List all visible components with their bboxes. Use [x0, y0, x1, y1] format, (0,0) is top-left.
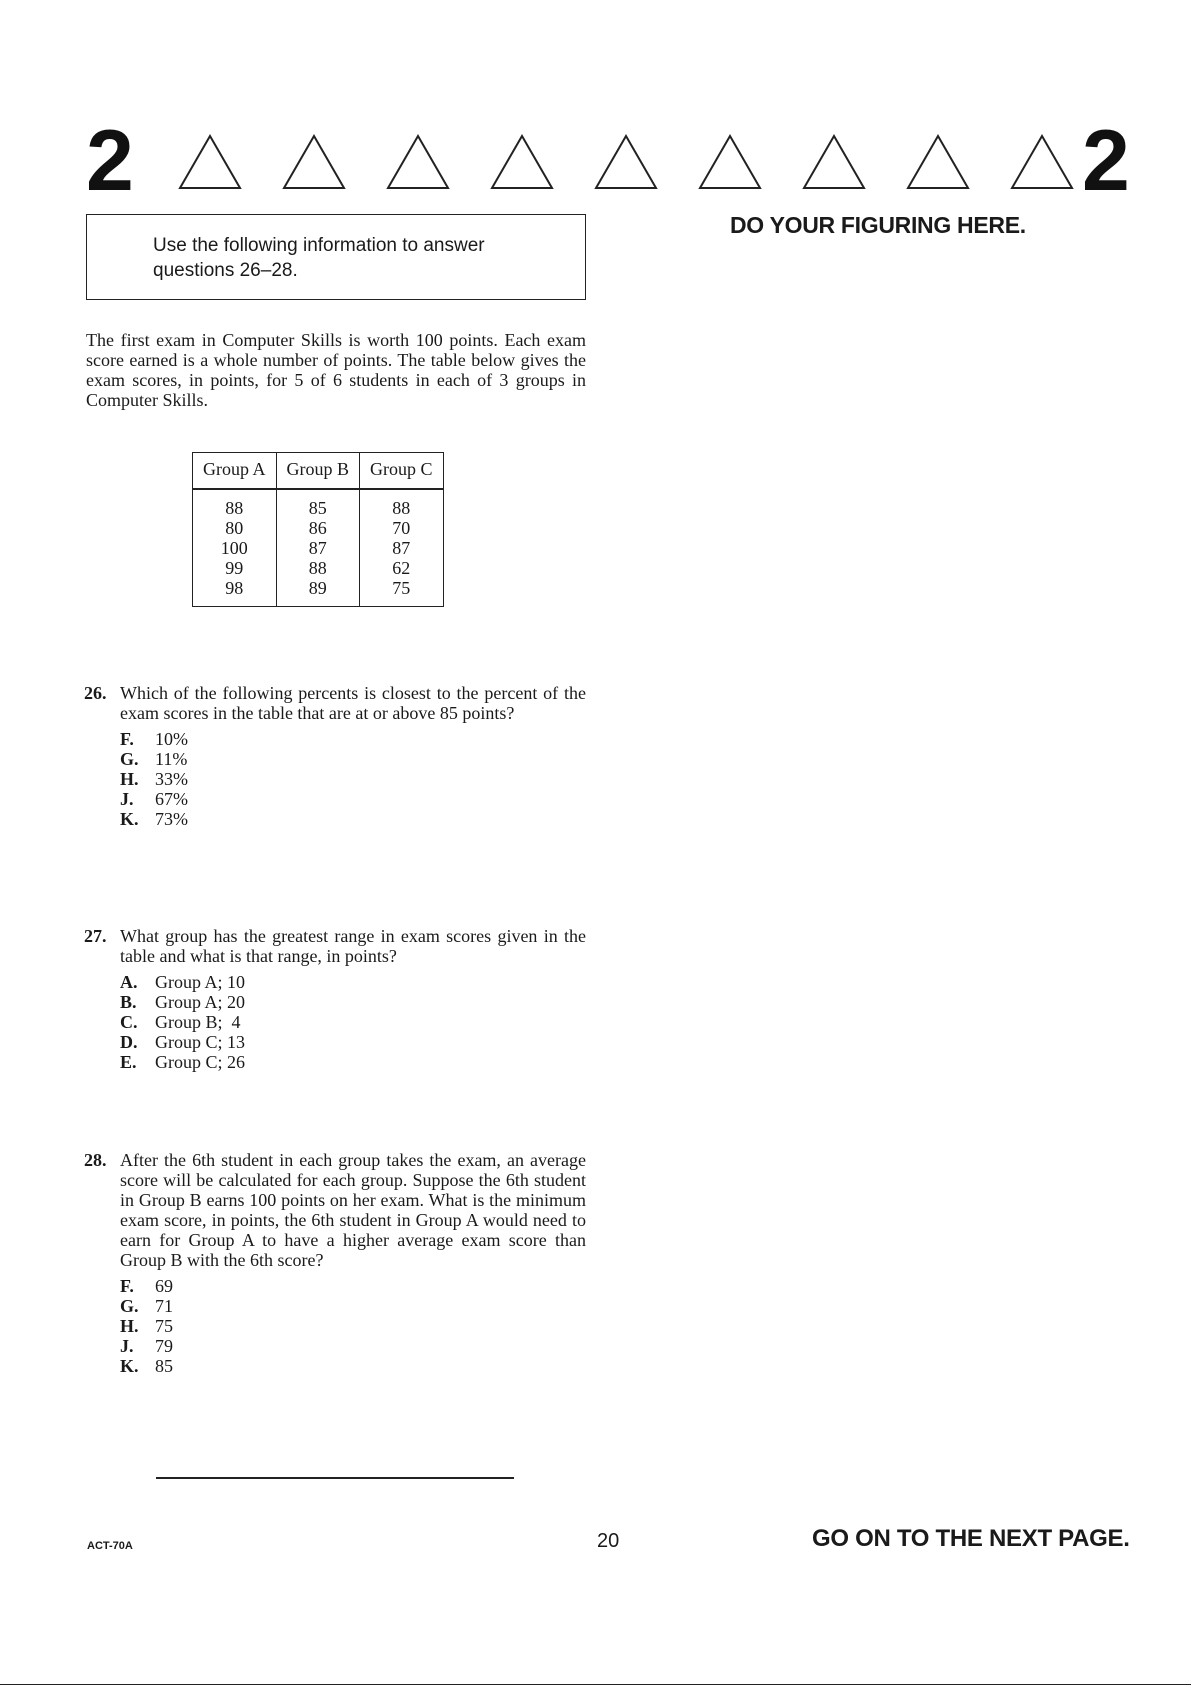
section-number-left: 2 — [86, 113, 134, 209]
question-number: 27. — [84, 926, 107, 946]
question-27 — [84, 926, 586, 1072]
table-cell: 75 — [392, 578, 411, 598]
section-number-right: 2 — [1082, 113, 1130, 209]
table-header: Group B — [276, 453, 360, 490]
intro-paragraph: The first exam in Computer Skills is worth 100 points. Each exam score earned is a whole number of points. The table below gives the exam scores, in points, for 5 of 6 students in each of 3 groups in Computer Skills. — [86, 330, 586, 410]
section-end-rule — [156, 1477, 514, 1479]
table-cell: 99 — [225, 558, 244, 578]
triangle-icon — [386, 133, 450, 191]
answer-choice[interactable]: E. Group C; 26 — [120, 1052, 245, 1072]
table-cell: 88 — [225, 498, 244, 518]
info-box — [86, 214, 586, 300]
next-page-label: GO ON TO THE NEXT PAGE. — [812, 1525, 1130, 1552]
table-cell: 62 — [392, 558, 411, 578]
table-cell: 86 — [308, 518, 327, 538]
answer-choice[interactable]: F. 69 — [120, 1276, 173, 1296]
table-cell: 80 — [225, 518, 244, 538]
question-number: 28. — [84, 1150, 107, 1170]
table-cell: 85 — [308, 498, 327, 518]
scores-table — [192, 452, 444, 607]
answer-choice[interactable]: H. 33% — [120, 769, 188, 789]
answer-choice[interactable]: F. 10% — [120, 729, 188, 749]
info-text — [153, 233, 553, 283]
question-text: What group has the greatest range in exam scores given in the table and what is that range, in points? — [120, 926, 586, 966]
answer-choice[interactable]: K. 85 — [120, 1356, 173, 1376]
table-cell: 88 — [308, 558, 327, 578]
table-cell: 88 — [392, 498, 411, 518]
group-c-column — [360, 489, 444, 607]
table-cell: 100 — [220, 538, 248, 558]
triangle-icon — [282, 133, 346, 191]
answer-choice[interactable]: B. Group A; 20 — [120, 992, 245, 1012]
page-number: 20 — [597, 1530, 620, 1552]
answer-choice[interactable]: H. 75 — [120, 1316, 173, 1336]
triangle-icon — [490, 133, 554, 191]
info-line-2: questions 26–28. — [153, 260, 298, 281]
answer-choice[interactable]: G. 71 — [120, 1296, 173, 1316]
table-cell: 70 — [392, 518, 411, 538]
triangle-icon — [802, 133, 866, 191]
answer-choice[interactable]: J. 79 — [120, 1336, 173, 1356]
table-header-row — [193, 453, 444, 490]
answer-choice[interactable]: G. 11% — [120, 749, 188, 769]
answer-choice[interactable]: K. 73% — [120, 809, 188, 829]
answer-choice[interactable]: A. Group A; 10 — [120, 972, 245, 992]
answer-choice[interactable]: C. Group B; 4 — [120, 1012, 241, 1032]
table-header: Group A — [193, 453, 277, 490]
question-26 — [84, 683, 586, 829]
triangle-icon — [906, 133, 970, 191]
question-text: After the 6th student in each group takes the exam, an average score will be calculated for each group. Suppose the 6th student in Group B earns 100 points on her exam. What is the minimum exam score, in points, the 6th student in Group A would need to earn for Group A to have a higher average exam score than Group B with the 6th score? — [120, 1150, 586, 1270]
table-cell: 89 — [308, 578, 327, 598]
figuring-label: DO YOUR FIGURING HERE. — [730, 212, 1026, 238]
form-code: ACT-70A — [87, 1540, 133, 1552]
question-number: 26. — [84, 683, 107, 703]
question-28 — [84, 1150, 586, 1376]
table-cell: 87 — [308, 538, 327, 558]
answer-choices — [120, 972, 586, 1072]
table-cell: 87 — [392, 538, 411, 558]
triangle-icon — [1010, 133, 1074, 191]
question-text: Which of the following percents is closest to the percent of the exam scores in the table that are at or above 85 points? — [120, 683, 586, 723]
table-header: Group C — [360, 453, 444, 490]
info-line-1: Use the following information to answer — [153, 235, 485, 256]
table-body-row — [193, 489, 444, 607]
group-b-column — [276, 489, 360, 607]
triangle-icon — [178, 133, 242, 191]
triangle-icon — [698, 133, 762, 191]
answer-choices — [120, 729, 586, 829]
answer-choices — [120, 1276, 586, 1376]
answer-choice[interactable]: J. 67% — [120, 789, 188, 809]
triangle-icon — [594, 133, 658, 191]
table-cell: 98 — [225, 578, 244, 598]
answer-choice[interactable]: D. Group C; 13 — [120, 1032, 245, 1052]
group-a-column — [193, 489, 277, 607]
